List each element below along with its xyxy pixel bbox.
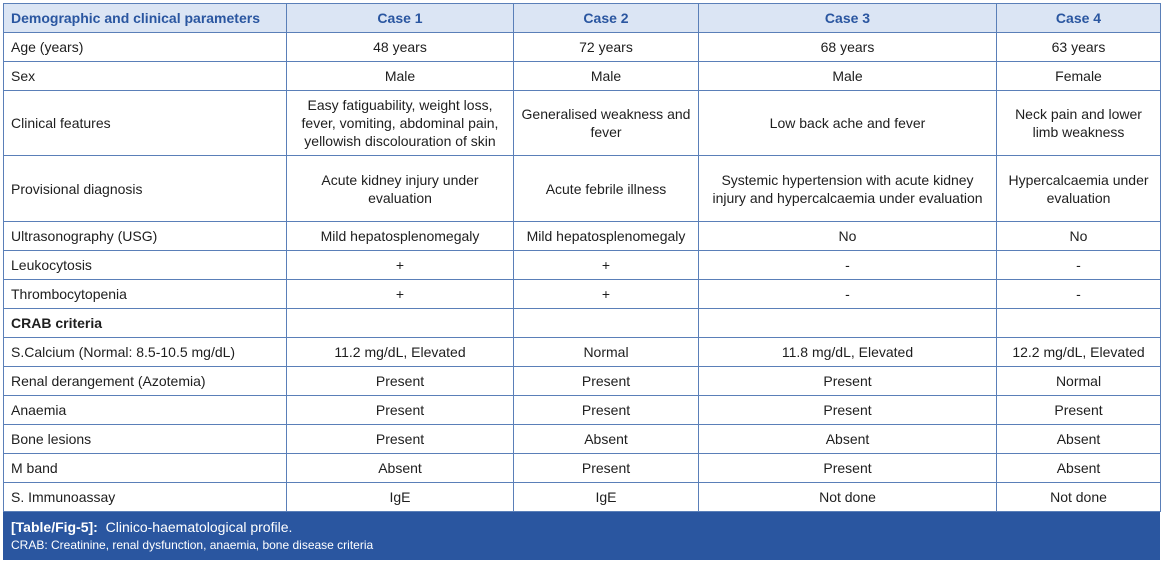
section-label-crab: CRAB criteria	[4, 309, 287, 338]
table-cell: Female	[997, 62, 1161, 91]
table-row	[4, 156, 1161, 222]
table-figure	[3, 3, 1160, 560]
table-cell: Present	[514, 367, 699, 396]
table-cell: Acute kidney injury under evaluation	[287, 156, 514, 222]
table-cell: 12.2 mg/dL, Elevated	[997, 338, 1161, 367]
table-cell: Present	[287, 367, 514, 396]
table-cell: 72 years	[514, 33, 699, 62]
caption-label: [Table/Fig-5]:	[11, 519, 98, 535]
table-cell: Generalised weakness and fever	[514, 91, 699, 156]
table-row	[4, 396, 1161, 425]
figure-caption	[3, 512, 1160, 560]
table-cell	[287, 309, 514, 338]
row-label: S. Immunoassay	[4, 483, 287, 512]
row-label: Ultrasonography (USG)	[4, 222, 287, 251]
table-row	[4, 62, 1161, 91]
table-cell: Absent	[997, 454, 1161, 483]
clinical-profile-table	[3, 3, 1161, 512]
row-label: Anaemia	[4, 396, 287, 425]
caption-title: Clinico-haematological profile.	[105, 519, 293, 535]
row-label: Age (years)	[4, 33, 287, 62]
header-case-2: Case 2	[514, 4, 699, 33]
table-cell: No	[699, 222, 997, 251]
table-cell: Not done	[997, 483, 1161, 512]
header-case-1: Case 1	[287, 4, 514, 33]
header-case-3: Case 3	[699, 4, 997, 33]
row-label: Leukocytosis	[4, 251, 287, 280]
table-cell: Mild hepatosplenomegaly	[287, 222, 514, 251]
table-row	[4, 425, 1161, 454]
table-row	[4, 91, 1161, 156]
table-cell: Absent	[287, 454, 514, 483]
table-cell: No	[997, 222, 1161, 251]
table-cell: Present	[699, 454, 997, 483]
table-row	[4, 367, 1161, 396]
table-cell: 68 years	[699, 33, 997, 62]
table-cell: Absent	[699, 425, 997, 454]
table-cell: -	[997, 251, 1161, 280]
table-cell: Acute febrile illness	[514, 156, 699, 222]
table-cell: 11.2 mg/dL, Elevated	[287, 338, 514, 367]
table-row	[4, 338, 1161, 367]
table-cell: -	[997, 280, 1161, 309]
table-cell	[514, 309, 699, 338]
header-case-4: Case 4	[997, 4, 1161, 33]
table-cell: Absent	[514, 425, 699, 454]
table-cell: IgE	[287, 483, 514, 512]
table-cell: -	[699, 280, 997, 309]
table-cell: Present	[997, 396, 1161, 425]
row-label: S.Calcium (Normal: 8.5-10.5 mg/dL)	[4, 338, 287, 367]
table-cell: Not done	[699, 483, 997, 512]
table-cell: Present	[514, 454, 699, 483]
table-cell: Hypercalcaemia under evaluation	[997, 156, 1161, 222]
table-row	[4, 222, 1161, 251]
table-row	[4, 483, 1161, 512]
table-cell: Male	[287, 62, 514, 91]
table-row	[4, 280, 1161, 309]
table-cell	[699, 309, 997, 338]
table-cell: 48 years	[287, 33, 514, 62]
table-cell: Male	[514, 62, 699, 91]
table-cell: Systemic hypertension with acute kidney injury and hypercalcaemia under evaluation	[699, 156, 997, 222]
table-row	[4, 251, 1161, 280]
table-cell	[997, 309, 1161, 338]
table-cell: +	[514, 280, 699, 309]
header-row	[4, 4, 1161, 33]
table-cell: Present	[287, 425, 514, 454]
table-cell: Easy fatiguability, weight loss, fever, vomiting, abdominal pain, yellowish discolouration of skin	[287, 91, 514, 156]
table-cell: Low back ache and fever	[699, 91, 997, 156]
row-label: Clinical features	[4, 91, 287, 156]
table-cell: +	[287, 251, 514, 280]
table-cell: Normal	[514, 338, 699, 367]
table-cell: Present	[699, 367, 997, 396]
table-row	[4, 454, 1161, 483]
table-cell: 63 years	[997, 33, 1161, 62]
table-cell: +	[514, 251, 699, 280]
row-label: M band	[4, 454, 287, 483]
table-cell: Neck pain and lower limb weakness	[997, 91, 1161, 156]
caption-title-line	[11, 518, 1152, 536]
table-row	[4, 33, 1161, 62]
table-cell: Absent	[997, 425, 1161, 454]
table-row-section	[4, 309, 1161, 338]
row-label: Renal derangement (Azotemia)	[4, 367, 287, 396]
table-cell: IgE	[514, 483, 699, 512]
table-cell: -	[699, 251, 997, 280]
table-cell: Normal	[997, 367, 1161, 396]
row-label: Bone lesions	[4, 425, 287, 454]
table-cell: Male	[699, 62, 997, 91]
table-cell: Present	[699, 396, 997, 425]
table-cell: Present	[514, 396, 699, 425]
table-cell: Mild hepatosplenomegaly	[514, 222, 699, 251]
table-cell: Present	[287, 396, 514, 425]
row-label: Sex	[4, 62, 287, 91]
caption-note: CRAB: Creatinine, renal dysfunction, anaemia, bone disease criteria	[11, 538, 374, 552]
table-cell: 11.8 mg/dL, Elevated	[699, 338, 997, 367]
row-label: Thrombocytopenia	[4, 280, 287, 309]
header-parameters: Demographic and clinical parameters	[4, 4, 287, 33]
table-cell: +	[287, 280, 514, 309]
row-label: Provisional diagnosis	[4, 156, 287, 222]
